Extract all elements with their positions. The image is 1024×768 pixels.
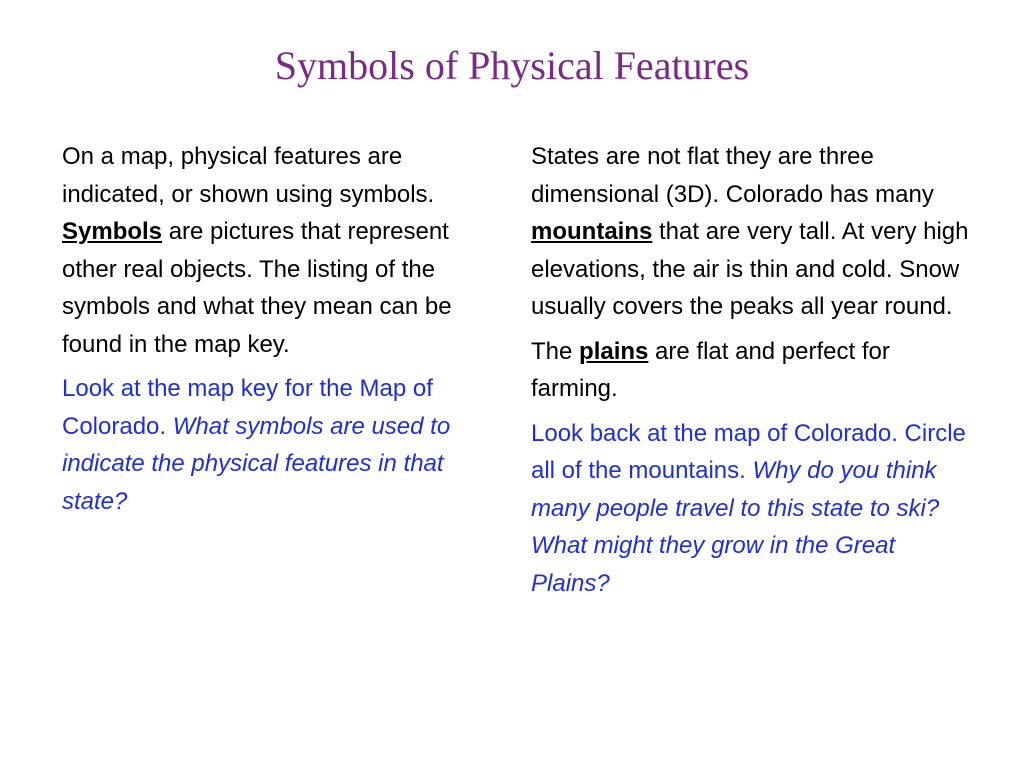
left-paragraph-1 (62, 138, 490, 363)
right-paragraph-3 (531, 415, 971, 603)
right-paragraph-2 (531, 333, 971, 408)
keyword-plains: plains (579, 337, 649, 365)
slide-title: Symbols of Physical Features (274, 43, 750, 88)
right-paragraph-3-text-a: Look back at the map of Colorado. Circle all of the mountains. (531, 419, 966, 484)
left-column (62, 138, 490, 527)
left-paragraph-1-text-a: On a map, physical features are indicated, or shown using symbols. (62, 143, 435, 208)
right-paragraph-1-text-b: that are very tall. At very high elevations, the air is thin and cold. Snow usually covers the peaks all year round. (531, 218, 969, 320)
right-paragraph-2-text-a: The (531, 337, 580, 365)
left-paragraph-1-text-b: are pictures that represent other real objects. The listing of the symbols and what they mean can be found in the map key. (62, 218, 452, 358)
right-column (531, 138, 971, 609)
right-question: Why do you think many people travel to this state to ski? What might they grow in the Great Plains? (531, 457, 940, 597)
left-question: What symbols are used to indicate the physical features in that state? (62, 412, 451, 515)
left-paragraph-2-text-a: Look at the map key for the Map of Colorado. (62, 375, 433, 440)
left-paragraph-2 (62, 370, 490, 520)
right-paragraph-2-text-b: are flat and perfect for farming. (531, 337, 890, 402)
right-paragraph-1-text-a: States are not flat they are three dimensional (3D). Colorado has many (531, 143, 934, 208)
keyword-mountains: mountains (531, 218, 653, 245)
keyword-symbols: Symbols (62, 218, 163, 245)
right-paragraph-1 (531, 138, 971, 326)
